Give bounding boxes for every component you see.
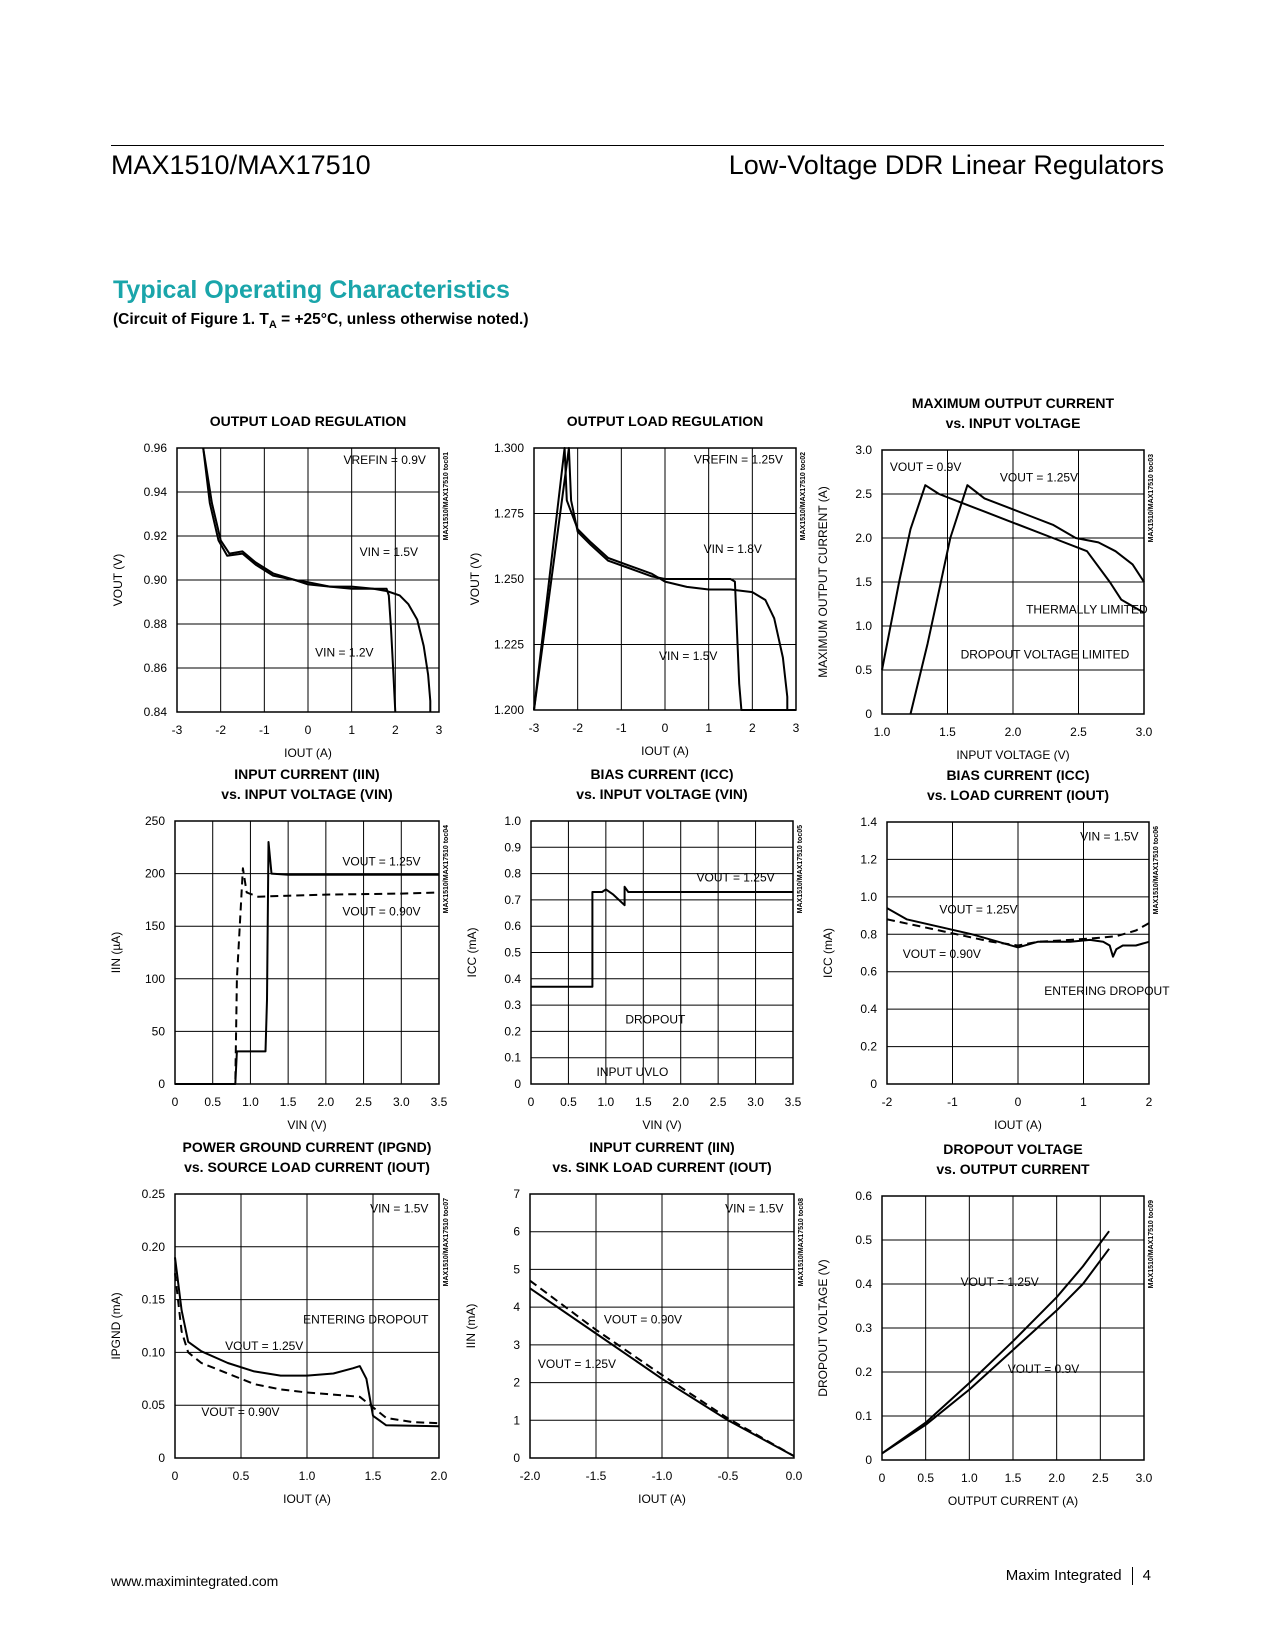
x-tick-label: 2 (1145, 1095, 1153, 1109)
chart-toc01 (111, 413, 450, 760)
x-axis-label: OUTPUT CURRENT (A) (947, 1494, 1079, 1508)
figure-id-label: MAX1510/MAX17510 toc06 (1153, 826, 1160, 915)
x-tick-label: 3.0 (1135, 1471, 1153, 1485)
chart-annotation: VIN = 1.5V (370, 1201, 429, 1216)
chart-title: DROPOUT VOLTAGE (943, 1141, 1083, 1157)
x-tick-label: -1 (258, 723, 270, 737)
footer-page-number: 4 (1142, 1567, 1151, 1584)
chart-annotation: VIN = 1.5V (1080, 829, 1139, 844)
y-tick-label: 1 (513, 1413, 520, 1428)
x-tick-label: 1.5 (634, 1095, 652, 1109)
y-tick-label: 2.5 (855, 487, 872, 501)
y-tick-label: 0 (514, 1077, 521, 1091)
chart-annotation: VREFIN = 0.9V (343, 452, 426, 467)
chart-title: MAXIMUM OUTPUT CURRENT (911, 395, 1115, 411)
x-tick-label: 1.5 (364, 1469, 382, 1483)
x-axis-label: IOUT (A) (283, 1492, 331, 1506)
chart-title: POWER GROUND CURRENT (IPGND) (182, 1139, 432, 1155)
chart-title: OUTPUT LOAD REGULATION (209, 413, 407, 429)
figure-id-label: MAX1510/MAX17510 toc03 (1148, 454, 1155, 543)
y-tick-label: 0 (865, 1453, 872, 1467)
y-tick-label: 0.6 (504, 919, 521, 934)
x-tick-label: 1 (1080, 1095, 1087, 1109)
x-tick-label: -1 (947, 1095, 958, 1109)
x-tick-label: 3.0 (392, 1095, 410, 1109)
y-tick-label: 0 (513, 1451, 520, 1465)
chart-toc07 (109, 1139, 450, 1506)
chart-annotation: DROPOUT (625, 1012, 686, 1027)
chart-annotation: VOUT = 1.25V (939, 902, 1018, 917)
y-tick-label: 1.0 (855, 619, 872, 633)
chart-toc02 (468, 413, 807, 758)
x-tick-label: 1 (348, 723, 356, 737)
x-tick-label: 1.0 (298, 1469, 316, 1483)
y-tick-label: 0.3 (855, 1321, 872, 1335)
chart-title: vs. INPUT VOLTAGE (VIN) (576, 786, 748, 802)
y-tick-label: 0.8 (860, 927, 877, 942)
y-tick-label: 0.6 (855, 1189, 872, 1203)
x-tick-label: -1.5 (585, 1469, 607, 1483)
x-axis-label: IOUT (A) (994, 1118, 1042, 1132)
y-tick-label: 0.6 (860, 964, 877, 979)
y-tick-label: 0.94 (143, 485, 167, 499)
x-tick-label: -3 (171, 723, 183, 737)
x-tick-label: 0 (171, 1469, 179, 1483)
section-title: Typical Operating Characteristics (113, 276, 510, 304)
figure-id-label: MAX1510/MAX17510 toc01 (443, 452, 450, 541)
x-tick-label: 3.5 (430, 1095, 448, 1109)
y-tick-label: 1.0 (860, 889, 877, 904)
y-tick-label: 1.200 (493, 703, 524, 717)
footer-separator (1132, 1567, 1133, 1585)
y-tick-label: 0 (158, 1451, 165, 1465)
figure-id-label: MAX1510/MAX17510 toc02 (800, 452, 807, 541)
x-tick-label: 2.0 (672, 1095, 690, 1109)
x-axis-label: INPUT VOLTAGE (V) (956, 748, 1070, 762)
x-tick-label: 0 (304, 723, 312, 737)
y-tick-label: 0.5 (504, 945, 521, 960)
series-line (882, 1231, 1109, 1453)
y-tick-label: 2 (513, 1375, 520, 1390)
chart-annotation: VOUT = 0.9V (889, 460, 962, 475)
x-tick-label: 3 (435, 723, 443, 737)
x-tick-label: -2 (215, 723, 227, 737)
y-tick-label: 50 (151, 1024, 165, 1039)
chart-title: INPUT CURRENT (IIN) (234, 766, 380, 782)
y-tick-label: 0.5 (855, 1233, 872, 1247)
chart-title: vs. SINK LOAD CURRENT (IOUT) (552, 1159, 772, 1175)
part-number: MAX1510/MAX17510 (111, 150, 371, 180)
x-tick-label: 1.5 (279, 1095, 297, 1109)
y-tick-label: 0.90 (143, 573, 167, 587)
y-tick-label: 0.7 (504, 892, 521, 907)
x-tick-label: 3 (792, 721, 800, 735)
chart-annotation: VOUT = 0.90V (201, 1404, 280, 1419)
chart-annotation: VOUT = 1.25V (225, 1338, 304, 1353)
y-tick-label: 0.1 (504, 1050, 521, 1065)
x-tick-label: 2.5 (1091, 1471, 1109, 1485)
y-tick-label: 0.10 (141, 1345, 165, 1360)
y-tick-label: 1.250 (493, 572, 524, 586)
y-tick-label: 1.0 (504, 814, 521, 828)
x-tick-label: 3.0 (1135, 725, 1153, 739)
x-tick-label: 1.0 (242, 1095, 259, 1109)
y-tick-label: 7 (513, 1187, 520, 1201)
x-axis-label: VIN (V) (642, 1118, 682, 1132)
y-tick-label: 1.225 (493, 637, 524, 652)
y-tick-label: 0.92 (143, 529, 167, 543)
y-tick-label: 100 (144, 971, 165, 986)
chart-title: BIAS CURRENT (ICC) (590, 766, 734, 782)
chart-title: vs. SOURCE LOAD CURRENT (IOUT) (184, 1159, 430, 1175)
chart-annotation: VOUT = 0.9V (1007, 1361, 1080, 1376)
y-axis-label: ICC (mA) (821, 928, 835, 978)
series-line (911, 485, 1145, 714)
x-tick-label: 2.0 (430, 1469, 448, 1483)
x-tick-label: 1.0 (597, 1095, 615, 1109)
x-tick-label: 2 (391, 723, 399, 737)
y-tick-label: 0.4 (855, 1277, 872, 1291)
x-tick-label: 0 (878, 1471, 886, 1485)
chart-toc03 (816, 395, 1155, 762)
x-tick-label: 1.5 (1004, 1471, 1022, 1485)
y-tick-label: 0.25 (141, 1187, 165, 1201)
chart-annotation: VOUT = 1.25V (537, 1357, 617, 1372)
y-tick-label: 1.5 (855, 575, 872, 589)
y-axis-label: MAXIMUM OUTPUT CURRENT (A) (816, 486, 830, 678)
x-tick-label: 0 (527, 1095, 535, 1109)
y-tick-label: 150 (144, 919, 165, 934)
x-tick-label: -2 (881, 1095, 893, 1109)
chart-title: BIAS CURRENT (ICC) (946, 767, 1090, 783)
footer-website[interactable]: www.maximintegrated.com (111, 1573, 279, 1589)
y-axis-label: DROPOUT VOLTAGE (V) (816, 1259, 830, 1397)
chart-annotation: VIN = 1.2V (315, 645, 374, 660)
x-tick-label: -1 (615, 721, 627, 735)
y-axis-label: VOUT (V) (468, 552, 482, 606)
y-tick-label: 0.88 (143, 617, 167, 631)
x-tick-label: 2.5 (709, 1095, 727, 1109)
y-tick-label: 0 (865, 707, 872, 721)
x-tick-label: 0 (661, 721, 669, 735)
chart-title: vs. OUTPUT CURRENT (936, 1161, 1090, 1177)
y-tick-label: 0.4 (504, 971, 521, 986)
footer-company: Maxim Integrated (1005, 1567, 1122, 1584)
y-axis-label: IIN (µA) (109, 931, 123, 974)
y-tick-label: 0 (158, 1077, 165, 1091)
y-axis-label: ICC (mA) (465, 927, 479, 978)
y-tick-label: 0.2 (855, 1365, 872, 1379)
chart-annotation: ENTERING DROPOUT (303, 1312, 429, 1327)
y-tick-label: 3.0 (855, 443, 872, 457)
chart-annotation: DROPOUT VOLTAGE LIMITED (960, 647, 1130, 662)
chart-title: vs. INPUT VOLTAGE (945, 415, 1081, 431)
chart-title: INPUT CURRENT (IIN) (589, 1139, 735, 1155)
y-tick-label: 0.5 (855, 663, 872, 677)
chart-annotation: VOUT = 0.90V (603, 1312, 683, 1327)
y-tick-label: 250 (144, 814, 165, 828)
figure-id-label: MAX1510/MAX17510 toc07 (443, 1198, 450, 1287)
figure-id-label: MAX1510/MAX17510 toc09 (1148, 1200, 1155, 1289)
x-tick-label: 1 (705, 721, 713, 735)
y-tick-label: 0.4 (860, 1002, 877, 1017)
chart-annotation: VIN = 1.5V (359, 545, 419, 560)
y-tick-label: 0.96 (143, 441, 167, 455)
footer-right (1006, 1567, 1151, 1585)
x-tick-label: -1.0 (651, 1469, 673, 1483)
figure-id-label: MAX1510/MAX17510 toc05 (797, 825, 804, 914)
x-tick-label: 2.5 (1070, 725, 1087, 739)
y-tick-label: 0.05 (141, 1398, 165, 1413)
y-tick-label: 0.8 (504, 866, 521, 881)
chart-title: vs. LOAD CURRENT (IOUT) (927, 787, 1109, 803)
x-tick-label: 2.0 (317, 1095, 335, 1109)
x-tick-label: 0.0 (785, 1469, 803, 1483)
x-tick-label: 0.5 (560, 1095, 577, 1109)
section-conditions: (Circuit of Figure 1. $T_A = +25^\circ C$, unless otherwise noted.) (113, 311, 529, 332)
chart-annotation: VOUT = 1.25V (999, 470, 1079, 485)
chart-toc09 (816, 1141, 1155, 1508)
y-tick-label: 0.15 (141, 1292, 165, 1307)
y-tick-label: 0.84 (143, 705, 167, 719)
y-axis-label: VOUT (V) (111, 553, 125, 607)
chart-annotation: INPUT UVLO (596, 1065, 669, 1080)
figure-id-label: MAX1510/MAX17510 toc08 (798, 1198, 805, 1287)
y-tick-label: 1.300 (493, 441, 524, 455)
y-tick-label: 0 (870, 1077, 877, 1091)
y-tick-label: 1.2 (860, 852, 877, 867)
y-tick-label: 1.275 (493, 506, 524, 521)
y-tick-label: 0.9 (504, 840, 521, 855)
x-axis-label: VIN (V) (287, 1118, 327, 1132)
chart-toc05 (465, 766, 804, 1132)
chart-annotation: VIN = 1.5V (659, 649, 718, 664)
x-tick-label: -0.5 (717, 1469, 739, 1483)
chart-annotation: VOUT = 1.25V (696, 870, 775, 885)
y-axis-label: IPGND (mA) (109, 1292, 123, 1360)
chart-annotation: VOUT = 0.90V (342, 904, 421, 919)
x-tick-label: 2.5 (355, 1095, 372, 1109)
x-tick-label: 1.5 (939, 725, 956, 739)
chart-toc04 (109, 766, 450, 1132)
document-title: Low-Voltage DDR Linear Regulators (728, 150, 1164, 180)
x-tick-label: 3.5 (784, 1095, 802, 1109)
y-tick-label: 4 (513, 1300, 520, 1315)
chart-annotation: ENTERING DROPOUT (1044, 983, 1170, 998)
y-axis-label: IIN (mA) (464, 1303, 478, 1349)
y-tick-label: 0.1 (855, 1409, 872, 1423)
chart-title: vs. INPUT VOLTAGE (VIN) (221, 786, 393, 802)
y-tick-label: 0.2 (504, 1024, 521, 1039)
y-tick-label: 2.0 (855, 531, 872, 545)
chart-annotation: THERMALLY LIMITED (1026, 602, 1148, 617)
y-tick-label: 6 (513, 1224, 520, 1239)
chart-toc08 (464, 1139, 805, 1506)
y-tick-label: 200 (144, 866, 165, 881)
chart-annotation: VIN = 1.5V (725, 1201, 784, 1216)
y-tick-label: 5 (513, 1262, 520, 1277)
x-tick-label: -2 (572, 721, 584, 735)
y-tick-label: 3 (513, 1337, 520, 1352)
figure-id-label: MAX1510/MAX17510 toc04 (443, 825, 450, 914)
chart-annotation: VOUT = 1.25V (342, 854, 421, 869)
series-line (175, 842, 439, 1084)
x-tick-label: 2.0 (1048, 1471, 1066, 1485)
chart-annotation: VREFIN = 1.25V (693, 452, 783, 467)
chart-annotation: VIN = 1.8V (703, 541, 762, 556)
x-axis-label: IOUT (A) (284, 746, 332, 760)
x-tick-label: 0 (1014, 1095, 1022, 1109)
y-tick-label: 1.4 (860, 815, 877, 829)
x-tick-label: 0.5 (917, 1471, 935, 1485)
series-line (531, 887, 793, 987)
series-line (175, 868, 439, 1084)
y-tick-label: 0.2 (860, 1039, 877, 1054)
y-tick-label: 0.86 (143, 661, 167, 675)
x-tick-label: 3.0 (747, 1095, 764, 1109)
x-tick-label: 0 (171, 1095, 179, 1109)
x-tick-label: 2 (748, 721, 756, 735)
x-tick-label: 0.5 (232, 1469, 250, 1483)
x-tick-label: -2.0 (519, 1469, 541, 1483)
x-axis-label: IOUT (A) (638, 1492, 686, 1506)
x-tick-label: 1.0 (873, 725, 891, 739)
chart-annotation: VOUT = 1.25V (960, 1274, 1039, 1289)
y-tick-label: 0.3 (504, 998, 521, 1013)
x-tick-label: -3 (528, 721, 540, 735)
y-tick-label: 0.20 (141, 1239, 165, 1254)
x-tick-label: 1.0 (960, 1471, 978, 1485)
chart-toc06 (821, 767, 1170, 1132)
x-axis-label: IOUT (A) (641, 744, 689, 758)
x-tick-label: 0.5 (204, 1095, 222, 1109)
x-tick-label: 2.0 (1004, 725, 1022, 739)
chart-annotation: VOUT = 0.90V (902, 947, 981, 962)
chart-title: OUTPUT LOAD REGULATION (566, 413, 764, 429)
